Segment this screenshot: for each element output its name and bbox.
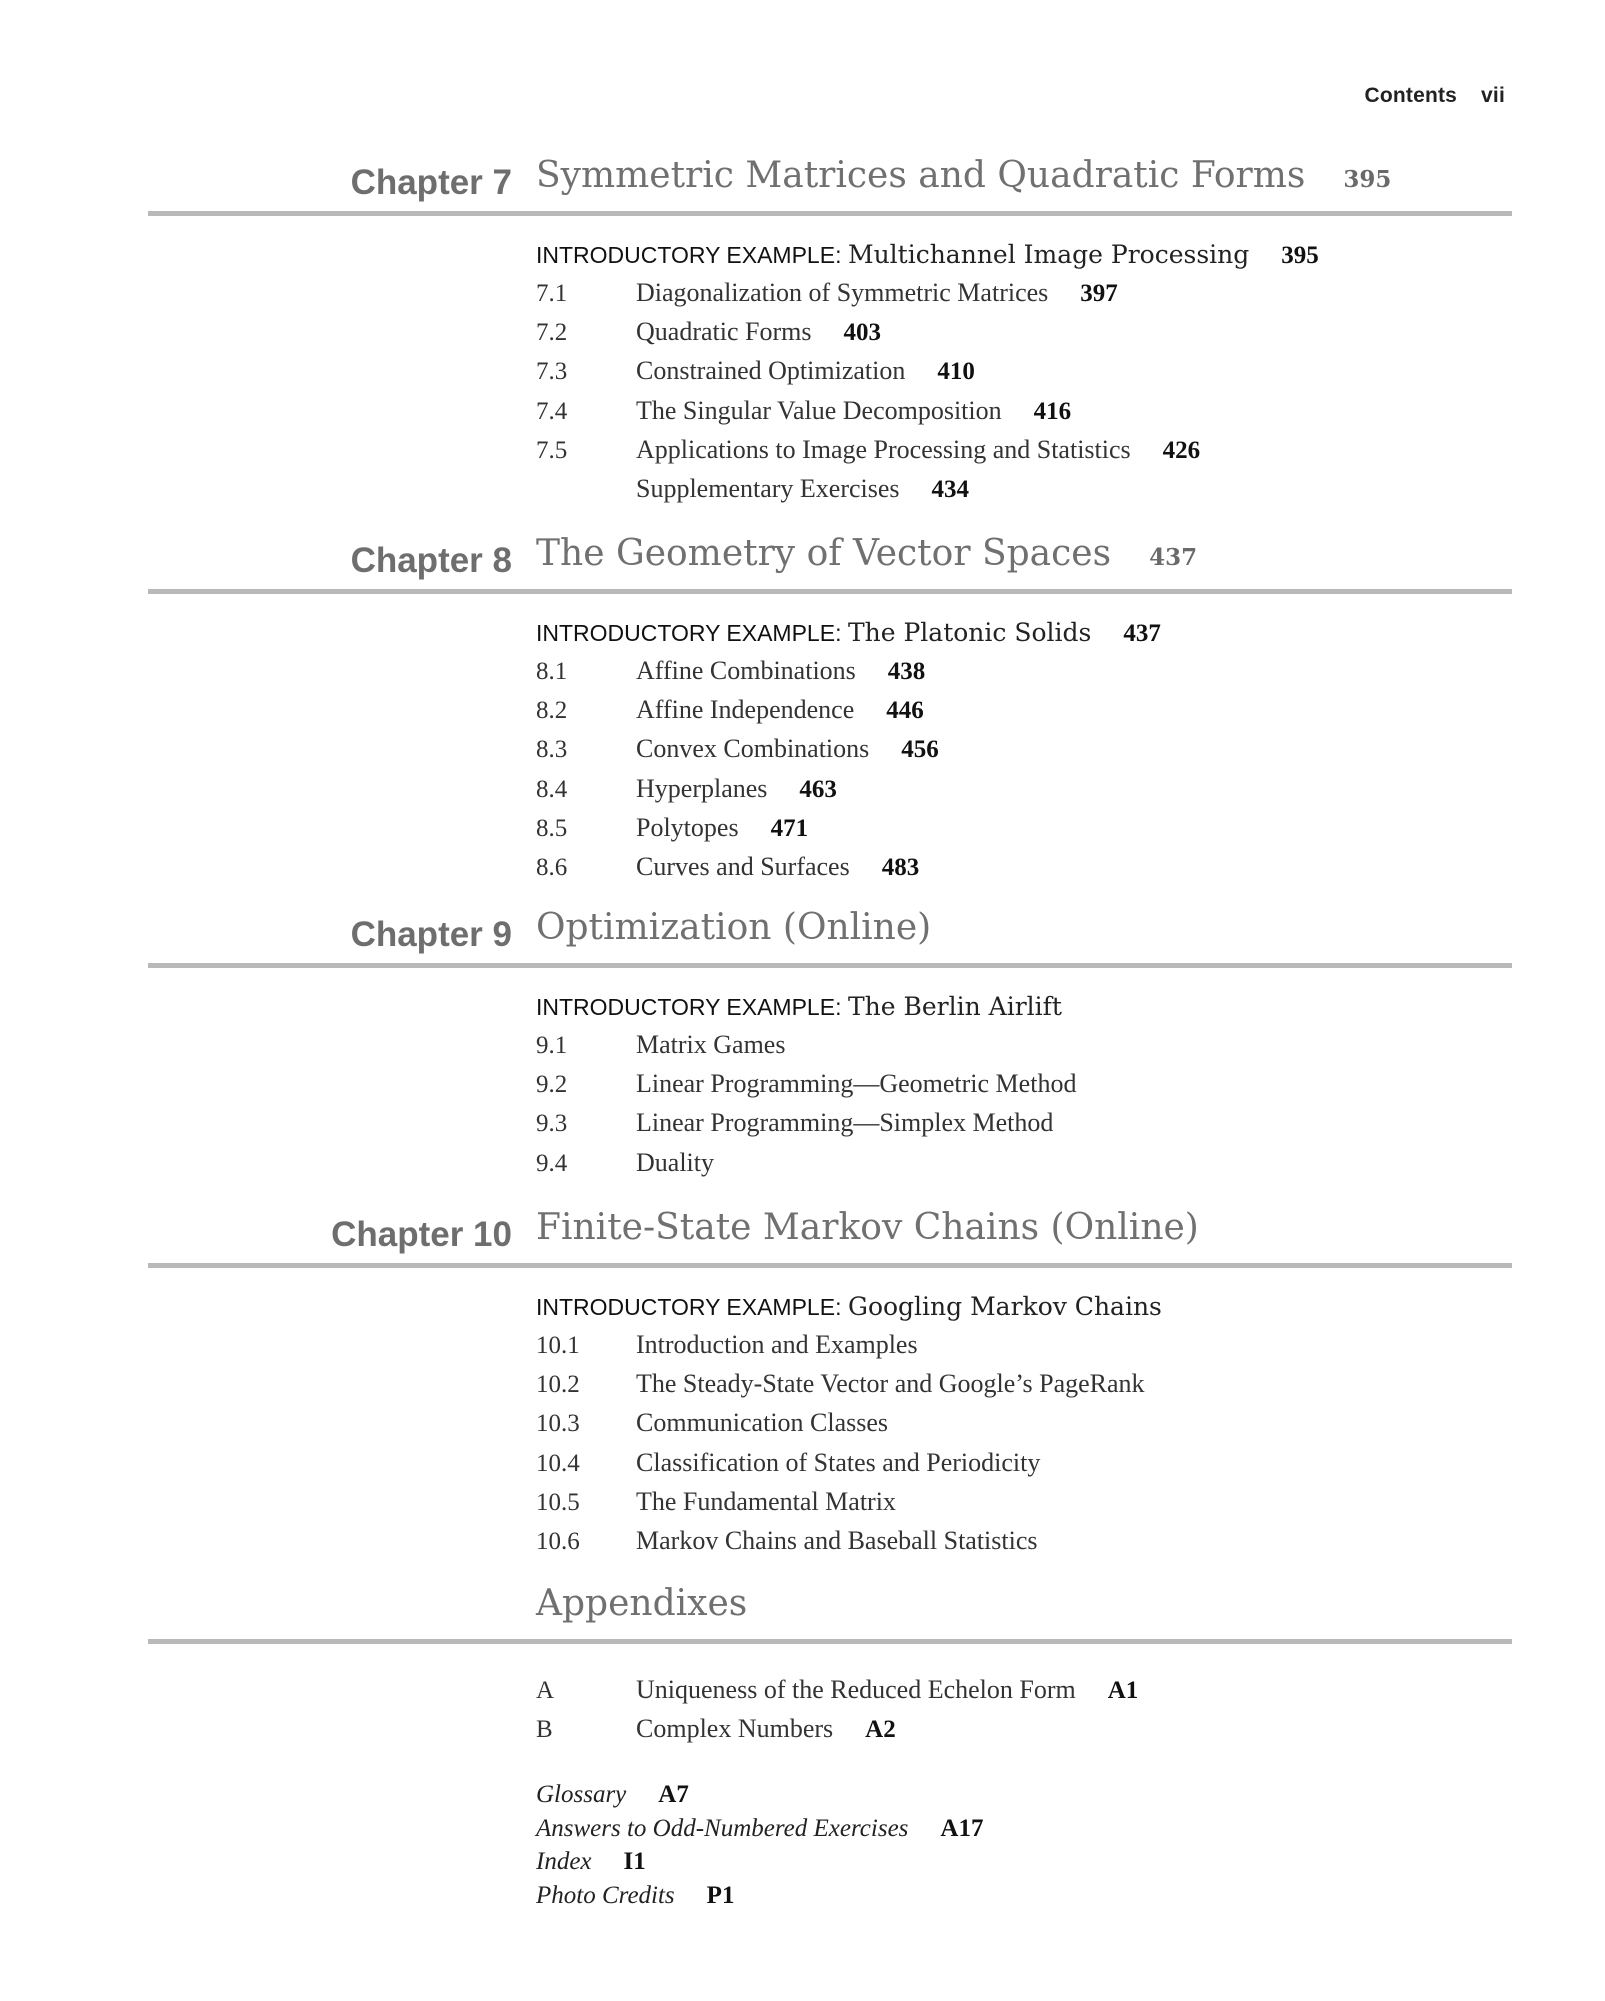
- chapter-entries: [536, 1288, 1512, 1560]
- section-title: The Singular Value Decomposition: [636, 395, 1002, 425]
- intro-title: The Platonic Solids: [847, 618, 1092, 647]
- intro-title: Googling Markov Chains: [847, 1292, 1162, 1321]
- chapter-title-link[interactable]: [536, 1207, 1199, 1248]
- section-entry[interactable]: [536, 651, 1512, 690]
- back-matter-page: I1: [623, 1848, 646, 1875]
- section-number: 9.3: [536, 1110, 568, 1138]
- section-page: 410: [937, 358, 975, 386]
- back-matter: [536, 1778, 983, 1912]
- section-entry[interactable]: [536, 1064, 1512, 1103]
- section-page: 446: [886, 697, 924, 725]
- chapter-10: [148, 1207, 1512, 1560]
- chapter-entries: [536, 614, 1512, 886]
- section-page: 416: [1033, 397, 1072, 425]
- section-title: Affine Independence: [636, 695, 855, 725]
- section-title: Supplementary Exercises: [636, 473, 900, 503]
- section-title: Applications to Image Processing and Statistics: [636, 434, 1131, 464]
- section-entry[interactable]: [536, 312, 1512, 351]
- section-entry[interactable]: [536, 430, 1512, 469]
- section-entry[interactable]: [536, 273, 1512, 312]
- section-title: The Fundamental Matrix: [636, 1486, 896, 1516]
- section-title: Linear Programming—Geometric Method: [636, 1069, 1077, 1099]
- intro-page: 395: [1281, 242, 1319, 269]
- section-page: 456: [901, 736, 939, 764]
- back-matter-page: A17: [940, 1814, 984, 1842]
- intro-title: Multichannel Image Processing: [847, 240, 1250, 269]
- section-page: 471: [770, 814, 809, 842]
- section-title: Curves and Surfaces: [636, 851, 850, 881]
- intro-example[interactable]: [536, 1288, 1512, 1325]
- appendixes-rule: [148, 1639, 1512, 1644]
- section-entry[interactable]: [536, 1403, 1512, 1442]
- intro-label: INTRODUCTORY EXAMPLE:: [536, 242, 842, 268]
- section-title: Affine Combinations: [636, 656, 856, 685]
- chapter-label: Chapter 9: [350, 915, 512, 954]
- section-number: 7.4: [536, 397, 568, 425]
- section-title: Convex Combinations: [636, 734, 870, 764]
- chapter-rule: [148, 211, 1512, 216]
- section-title: Communication Classes: [636, 1408, 889, 1438]
- section-page: 483: [881, 853, 920, 881]
- appendix-entry[interactable]: [536, 1670, 1512, 1709]
- section-page: 434: [931, 475, 970, 503]
- section-number: 7.5: [536, 436, 568, 464]
- intro-example[interactable]: [536, 614, 1512, 651]
- intro-label: INTRODUCTORY EXAMPLE:: [536, 994, 842, 1020]
- section-title: Polytopes: [636, 812, 739, 842]
- section-page: 463: [799, 775, 837, 803]
- chapter-title: The Geometry of Vector Spaces: [536, 533, 1112, 574]
- back-matter-title: Answers to Odd-Numbered Exercises: [536, 1814, 909, 1842]
- section-entry[interactable]: [536, 1482, 1512, 1521]
- back-matter-title: Index: [536, 1848, 592, 1875]
- section-title: Duality: [636, 1147, 714, 1177]
- appendix-title: Uniqueness of the Reduced Echelon Form: [636, 1675, 1076, 1704]
- appendix-title: Complex Numbers: [636, 1714, 834, 1744]
- chapter-page: 437: [1149, 544, 1198, 571]
- appendix-entry[interactable]: [536, 1709, 1512, 1748]
- intro-page: 437: [1123, 620, 1161, 647]
- chapter-page: 395: [1343, 166, 1392, 193]
- chapter-title: Optimization (Online): [536, 907, 932, 948]
- section-page: 397: [1080, 280, 1118, 307]
- section-number: 7.3: [536, 358, 568, 386]
- chapter-entries: [536, 236, 1512, 508]
- section-number: 9.1: [536, 1032, 568, 1059]
- section-entry[interactable]: [536, 1025, 1512, 1064]
- back-matter-title: Glossary: [536, 1781, 627, 1808]
- section-number: 8.6: [536, 853, 568, 881]
- chapter-label: Chapter 8: [350, 541, 512, 580]
- chapter-title: Symmetric Matrices and Quadratic Forms: [536, 155, 1306, 196]
- section-number: 7.1: [536, 280, 568, 307]
- section-number: 8.4: [536, 775, 568, 803]
- chapter-rule: [148, 589, 1512, 594]
- section-number: 8.2: [536, 697, 568, 725]
- section-number: 10.1: [536, 1332, 580, 1359]
- back-matter-page: P1: [706, 1881, 735, 1909]
- chapter-9: [148, 907, 1512, 1182]
- section-title: Linear Programming—Simplex Method: [636, 1108, 1054, 1138]
- section-number: 7.2: [536, 319, 568, 347]
- section-entry[interactable]: [536, 808, 1512, 847]
- chapter-title-link[interactable]: [536, 155, 1391, 196]
- section-entry[interactable]: [536, 690, 1512, 729]
- section-entry[interactable]: [536, 847, 1512, 886]
- back-matter-page: A7: [658, 1781, 689, 1808]
- running-head-section: Contents: [1364, 84, 1458, 107]
- section-number: 9.4: [536, 1149, 568, 1177]
- chapter-title-link[interactable]: [536, 533, 1197, 574]
- section-entry[interactable]: [536, 351, 1512, 390]
- section-title: Constrained Optimization: [636, 356, 906, 386]
- chapter-7: [148, 155, 1512, 508]
- section-number: 10.5: [536, 1488, 580, 1516]
- appendix-page: A1: [1107, 1677, 1139, 1704]
- intro-example[interactable]: [536, 236, 1512, 273]
- chapter-rule: [148, 963, 1512, 968]
- page-folio: vii: [1481, 84, 1505, 107]
- section-entry[interactable]: [536, 729, 1512, 768]
- chapter-title-link[interactable]: [536, 907, 931, 948]
- back-matter-title: Photo Credits: [536, 1881, 675, 1909]
- appendixes-title[interactable]: Appendixes: [536, 1583, 748, 1624]
- appendixes: [148, 1583, 1512, 1748]
- section-page: 438: [887, 658, 926, 685]
- chapter-title: Finite-State Markov Chains (Online): [536, 1207, 1199, 1248]
- chapter-rule: [148, 1263, 1512, 1268]
- section-entry[interactable]: [536, 391, 1512, 430]
- section-title: Markov Chains and Baseball Statistics: [636, 1525, 1038, 1555]
- section-entry[interactable]: [536, 1103, 1512, 1142]
- section-title: The Steady-State Vector and Google’s PageRank: [636, 1369, 1145, 1399]
- appendix-letter: A: [536, 1677, 555, 1704]
- intro-label: INTRODUCTORY EXAMPLE:: [536, 1294, 842, 1320]
- section-number: 10.3: [536, 1410, 580, 1438]
- section-number: 10.4: [536, 1449, 580, 1477]
- chapter-label: Chapter 10: [331, 1215, 512, 1254]
- section-entry[interactable]: [536, 469, 1512, 508]
- section-title: Quadratic Forms: [636, 317, 812, 347]
- section-number: 8.3: [536, 736, 568, 764]
- section-number: 8.5: [536, 814, 568, 842]
- section-entry[interactable]: [536, 1143, 1512, 1182]
- chapter-entries: [536, 988, 1512, 1182]
- intro-title: The Berlin Airlift: [847, 992, 1062, 1021]
- section-title: Matrix Games: [636, 1030, 786, 1059]
- back-matter-entry[interactable]: [536, 1812, 983, 1846]
- section-entry[interactable]: [536, 769, 1512, 808]
- section-entry[interactable]: [536, 1521, 1512, 1560]
- section-number: 8.1: [536, 658, 568, 685]
- back-matter-entry[interactable]: [536, 1845, 983, 1879]
- section-number: 10.2: [536, 1371, 580, 1399]
- appendix-entries: [536, 1670, 1512, 1748]
- section-entry[interactable]: [536, 1325, 1512, 1364]
- back-matter-entry[interactable]: [536, 1778, 983, 1812]
- chapter-8: [148, 533, 1512, 886]
- appendix-page: A2: [865, 1716, 896, 1744]
- section-page: 426: [1162, 436, 1201, 464]
- section-number: 10.6: [536, 1527, 580, 1555]
- section-entry[interactable]: [536, 1443, 1512, 1482]
- chapter-label: Chapter 7: [350, 163, 512, 202]
- intro-label: INTRODUCTORY EXAMPLE:: [536, 620, 842, 646]
- running-head: [1364, 84, 1505, 108]
- intro-example[interactable]: [536, 988, 1512, 1025]
- appendix-letter: B: [536, 1716, 553, 1744]
- section-title: Hyperplanes: [636, 773, 768, 803]
- section-title: Introduction and Examples: [636, 1330, 918, 1359]
- section-number: 9.2: [536, 1071, 568, 1099]
- section-title: Diagonalization of Symmetric Matrices: [636, 278, 1049, 307]
- section-entry[interactable]: [536, 1364, 1512, 1403]
- back-matter-entry[interactable]: [536, 1879, 983, 1913]
- section-page: 403: [843, 319, 881, 347]
- section-title: Classification of States and Periodicity: [636, 1447, 1041, 1477]
